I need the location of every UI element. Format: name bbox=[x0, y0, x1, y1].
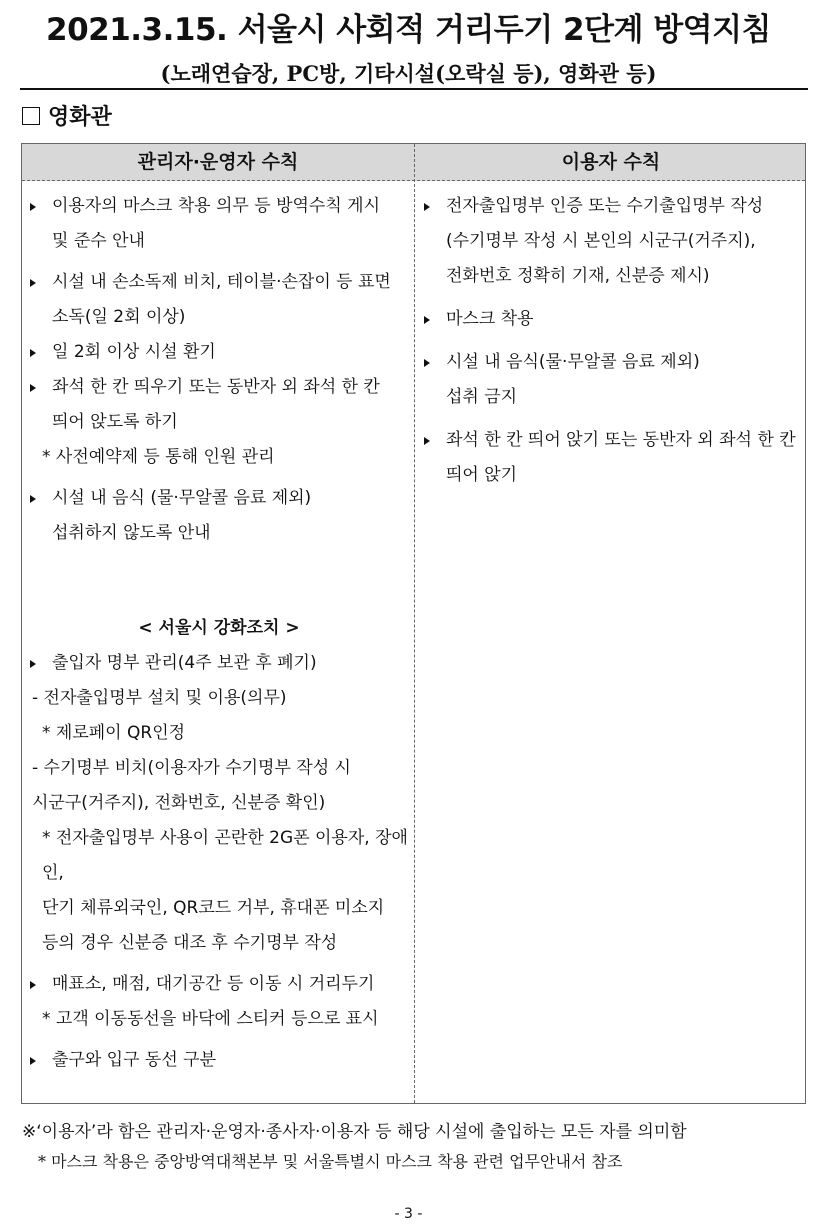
triangle-bullet-icon bbox=[424, 203, 430, 211]
triangle-bullet-icon bbox=[30, 660, 36, 668]
column-divider bbox=[414, 144, 415, 1103]
list-item: 전자출입명부 인증 또는 수기출입명부 작성 (수기명부 작성 시 본인의 시군구(거주지), 전화번호 정확히 기재, 신분증 제시) bbox=[424, 189, 798, 294]
dash-item: - 수기명부 비치(이용자가 수기명부 작성 시 시군구(거주지), 전화번호, 신분증 확인) bbox=[32, 758, 351, 813]
list-item: 마스크 착용 bbox=[424, 302, 798, 337]
list-item: 좌석 한 칸 띄어 앉기 또는 동반자 외 좌석 한 칸 띄어 앉기 bbox=[424, 423, 798, 493]
page-number: - 3 - bbox=[394, 1206, 423, 1222]
user-rules-column bbox=[424, 189, 798, 493]
user-rules-header: 이용자 수칙 bbox=[561, 151, 661, 173]
triangle-bullet-icon bbox=[30, 203, 36, 211]
note-text: * 사전예약제 등 통해 인원 관리 bbox=[42, 447, 275, 467]
checkbox-square-icon bbox=[22, 107, 40, 125]
triangle-bullet-icon bbox=[30, 279, 36, 287]
manager-rules-column bbox=[30, 189, 408, 1078]
section-heading bbox=[22, 104, 112, 132]
note-text: * 고객 이동동선을 바닥에 스티커 등으로 표시 bbox=[42, 1009, 379, 1029]
triangle-bullet-icon bbox=[30, 1057, 36, 1065]
list-item: 출입자 명부 관리(4주 보관 후 폐기) bbox=[30, 646, 408, 681]
manager-rules-header: 관리자·운영자 수칙 bbox=[137, 151, 299, 173]
triangle-bullet-icon bbox=[30, 495, 36, 503]
triangle-bullet-icon bbox=[30, 981, 36, 989]
title-divider bbox=[20, 88, 808, 90]
list-item: 시설 내 음식 (물·무알콜 음료 제외) 섭취하지 않도록 안내 bbox=[30, 481, 408, 551]
list-item: 좌석 한 칸 띄우기 또는 동반자 외 좌석 한 칸 띄어 앉도록 하기 bbox=[30, 370, 408, 440]
triangle-bullet-icon bbox=[424, 359, 430, 367]
section-label: 영화관 bbox=[48, 105, 112, 130]
page-subtitle: (노래연습장, PC방, 기타시설(오락실 등), 영화관 등) bbox=[160, 61, 657, 86]
triangle-bullet-icon bbox=[30, 384, 36, 392]
note-text: * 전자출입명부 사용이 곤란한 2G폰 이용자, 장애인, 단기 체류외국인, QR코드 거부, 휴대폰 미소지 등의 경우 신분증 대조 후 수기명부 작성 bbox=[42, 828, 408, 953]
list-item: 출구와 입구 동선 구분 bbox=[30, 1043, 408, 1078]
seoul-measures-heading: < 서울시 강화조치 > bbox=[138, 618, 300, 638]
list-item: 이용자의 마스크 착용 의무 등 방역수칙 게시 및 준수 안내 bbox=[30, 189, 408, 259]
list-item: 일 2회 이상 시설 환기 bbox=[30, 335, 408, 370]
footnote-definition: ※‘이용자’라 함은 관리자·운영자·종사자·이용자 등 해당 시설에 출입하는 모든 자를 의미함 bbox=[22, 1122, 687, 1142]
page-title: 2021.3.15. 서울시 사회적 거리두기 2단계 방역지침 bbox=[46, 12, 771, 48]
triangle-bullet-icon bbox=[424, 316, 430, 324]
list-item: 시설 내 손소독제 비치, 테이블·손잡이 등 표면 소독(일 2회 이상) bbox=[30, 265, 408, 335]
dash-item: - 전자출입명부 설치 및 이용(의무) bbox=[32, 688, 287, 708]
guideline-table bbox=[21, 143, 806, 1104]
list-item: 매표소, 매점, 대기공간 등 이동 시 거리두기 bbox=[30, 967, 408, 1002]
list-item: 시설 내 음식(물·무알콜 음료 제외) 섭취 금지 bbox=[424, 345, 798, 415]
triangle-bullet-icon bbox=[424, 437, 430, 445]
footnote-mask: * 마스크 착용은 중앙방역대책본부 및 서울특별시 마스크 착용 관련 업무안내서 참조 bbox=[38, 1152, 623, 1171]
triangle-bullet-icon bbox=[30, 349, 36, 357]
note-text: * 제로페이 QR인정 bbox=[42, 723, 186, 743]
